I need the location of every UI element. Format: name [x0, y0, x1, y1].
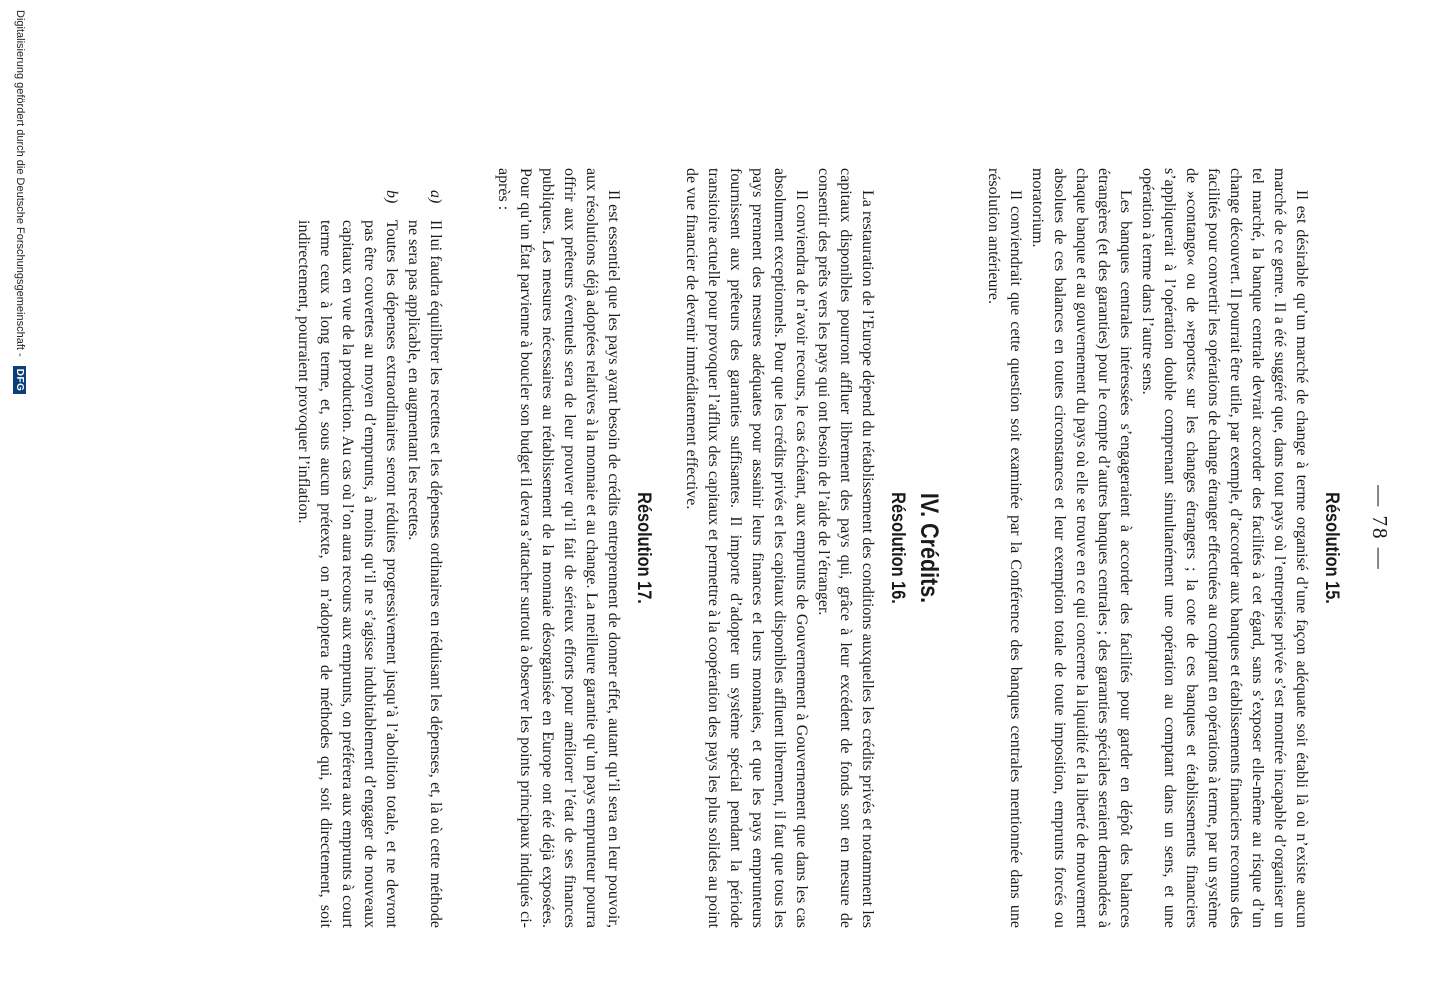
list-item-b	[292, 168, 402, 928]
credit-text: Digitalisierung gefördert durch die Deutsche Forschungsgemeinschaft -	[14, 10, 26, 357]
dfg-logo-badge: DFG	[13, 366, 26, 395]
resolution-17-title: Résolution 17.	[633, 492, 654, 604]
list-item-text: Il lui faudra équilibrer les recettes et les dépenses ordinaires en réduisant les dépenses, et, là où cette méthode ne sera pas applicable, en augmentant les recettes.	[405, 220, 444, 928]
digitization-credit	[13, 10, 26, 990]
resolution-17-paragraph: Il est essentiel que les pays ayant besoin de crédits entreprennent de donner effet, autant qu’il sera en leur pouvoir, aux résolutions déjà adoptées relatives à la monnaie et au change. La meilleure garantie qu’un pays emprunteur pourra offrir aux prêteurs éventuels sera de leur prouver qu’il fait de sérieux efforts pour améliorer l’état de ses finances publiques. Les mesures nécessaires au rétablissement de la monnaie désorganisée en Europe ont été déjà exposées. Pour qu’un État parvienne à boucler son budget il devra s’attacher surtout à observer les points principaux indiqués ci-après :	[495, 168, 622, 928]
resolution-16-paragraph: La restauration de l’Europe dépend du rétablissement des conditions auxquelles les crédits privés et notamment les capitaux disponibles pourront affluer librement des pays qui, grâce à leur excédent de fonds sont en mesure de consentir des prêts vers les pays qui ont besoin de l’aide de l’étranger.	[815, 168, 876, 928]
list-marker: a)	[427, 190, 444, 204]
resolution-16-title: Résolution 16.	[887, 492, 908, 604]
page-number: — 78 —	[1368, 485, 1392, 571]
section-iv-title: IV. Crédits.	[915, 492, 943, 604]
list-item-a	[402, 168, 446, 928]
list-marker: b)	[383, 190, 400, 204]
resolution-16-paragraph: Il conviendra de n’avoir recours, le cas échéant, aux emprunts de Gouvernement à Gouvernement que dans les cas absolument exceptionnels. Pour que les crédits privés et les capitaux disponibles affluent librement, il faut que tous les pays prennent des mesures adéquates pour assainir leurs finances et leurs monnaies, et que les pays emprunteurs fournissent aux prêteurs des garanties suffisantes. Il importe d’adopter un système spécial pendant la période transitoire actuelle pour provoquer l’afflux des capitaux et permettre à la coopération des pays les plus solides au point de vue financier de devenir immédiatement effective.	[683, 168, 810, 928]
resolution-15-paragraph: Il est désirable qu’un marché de change à terme organisé d’une façon adéquate soit établi là où n’existe aucun marché de ce genre. Il a été suggéré que, dans tout pays où l’entreprise privée s’est montrée incapable d’organiser un tel marché, la banque centrale devrait accorder des facilités à cet égard, sans s’exposer elle-même au risque d’un change découvert. Il pourrait être utile, par exemple, d’accorder aux banques et établissements financiers reconnus des facilités pour convertir les opérations de change étranger effectuées au comptant en opérations à terme, par un système de »contango« ou de »reports« sur les changes étrangers ; la cote de ces banques et établissements financiers s’appliquerait à l’opération double comprenant simultanément une opération au comptant dans un sens, et une opération à terme dans l’autre sens.	[1139, 168, 1310, 928]
resolution-15-paragraph: Il conviendrait que cette question soit examinée par la Conférence des banques centrales mentionnée dans une résolution antérieure.	[985, 168, 1024, 928]
page-content	[292, 168, 1352, 928]
resolution-15-title: Résolution 15.	[1321, 492, 1342, 604]
list-item-text: Toutes les dépenses extraordinaires seront réduites progressivement jusqu’à l’abolition totale, et ne devront pas être couvertes au moyen d’emprunts, à moins qu’il ne s’agisse indubitablement d’engager de nouveaux capitaux en vue de la production. Au cas où l’on aura recours aux emprunts, on préférera aux emprunts à court terme ceux à long terme, et, sous aucun prétexte, on n’adoptera de méthodes qui, soit directement, soit indirectement, pourraient provoquer l’inflation.	[295, 220, 400, 928]
resolution-15-paragraph: Les banques centrales intéressées s’engageraient à accorder des facilités pour garder en dépôt des balances étrangères (et des garanties) pour le compte d’autres banques centrales ; des garanties spéciales seraient demandées à chaque banque et au gouvernement du pays où elle se trouve en ce qui concerne la liquidité et la liberté de mouvement absolues de ces balances en toutes circonstances et leur exemption totale de toute imposition, emprunts forcés ou moratorium.	[1029, 168, 1134, 928]
